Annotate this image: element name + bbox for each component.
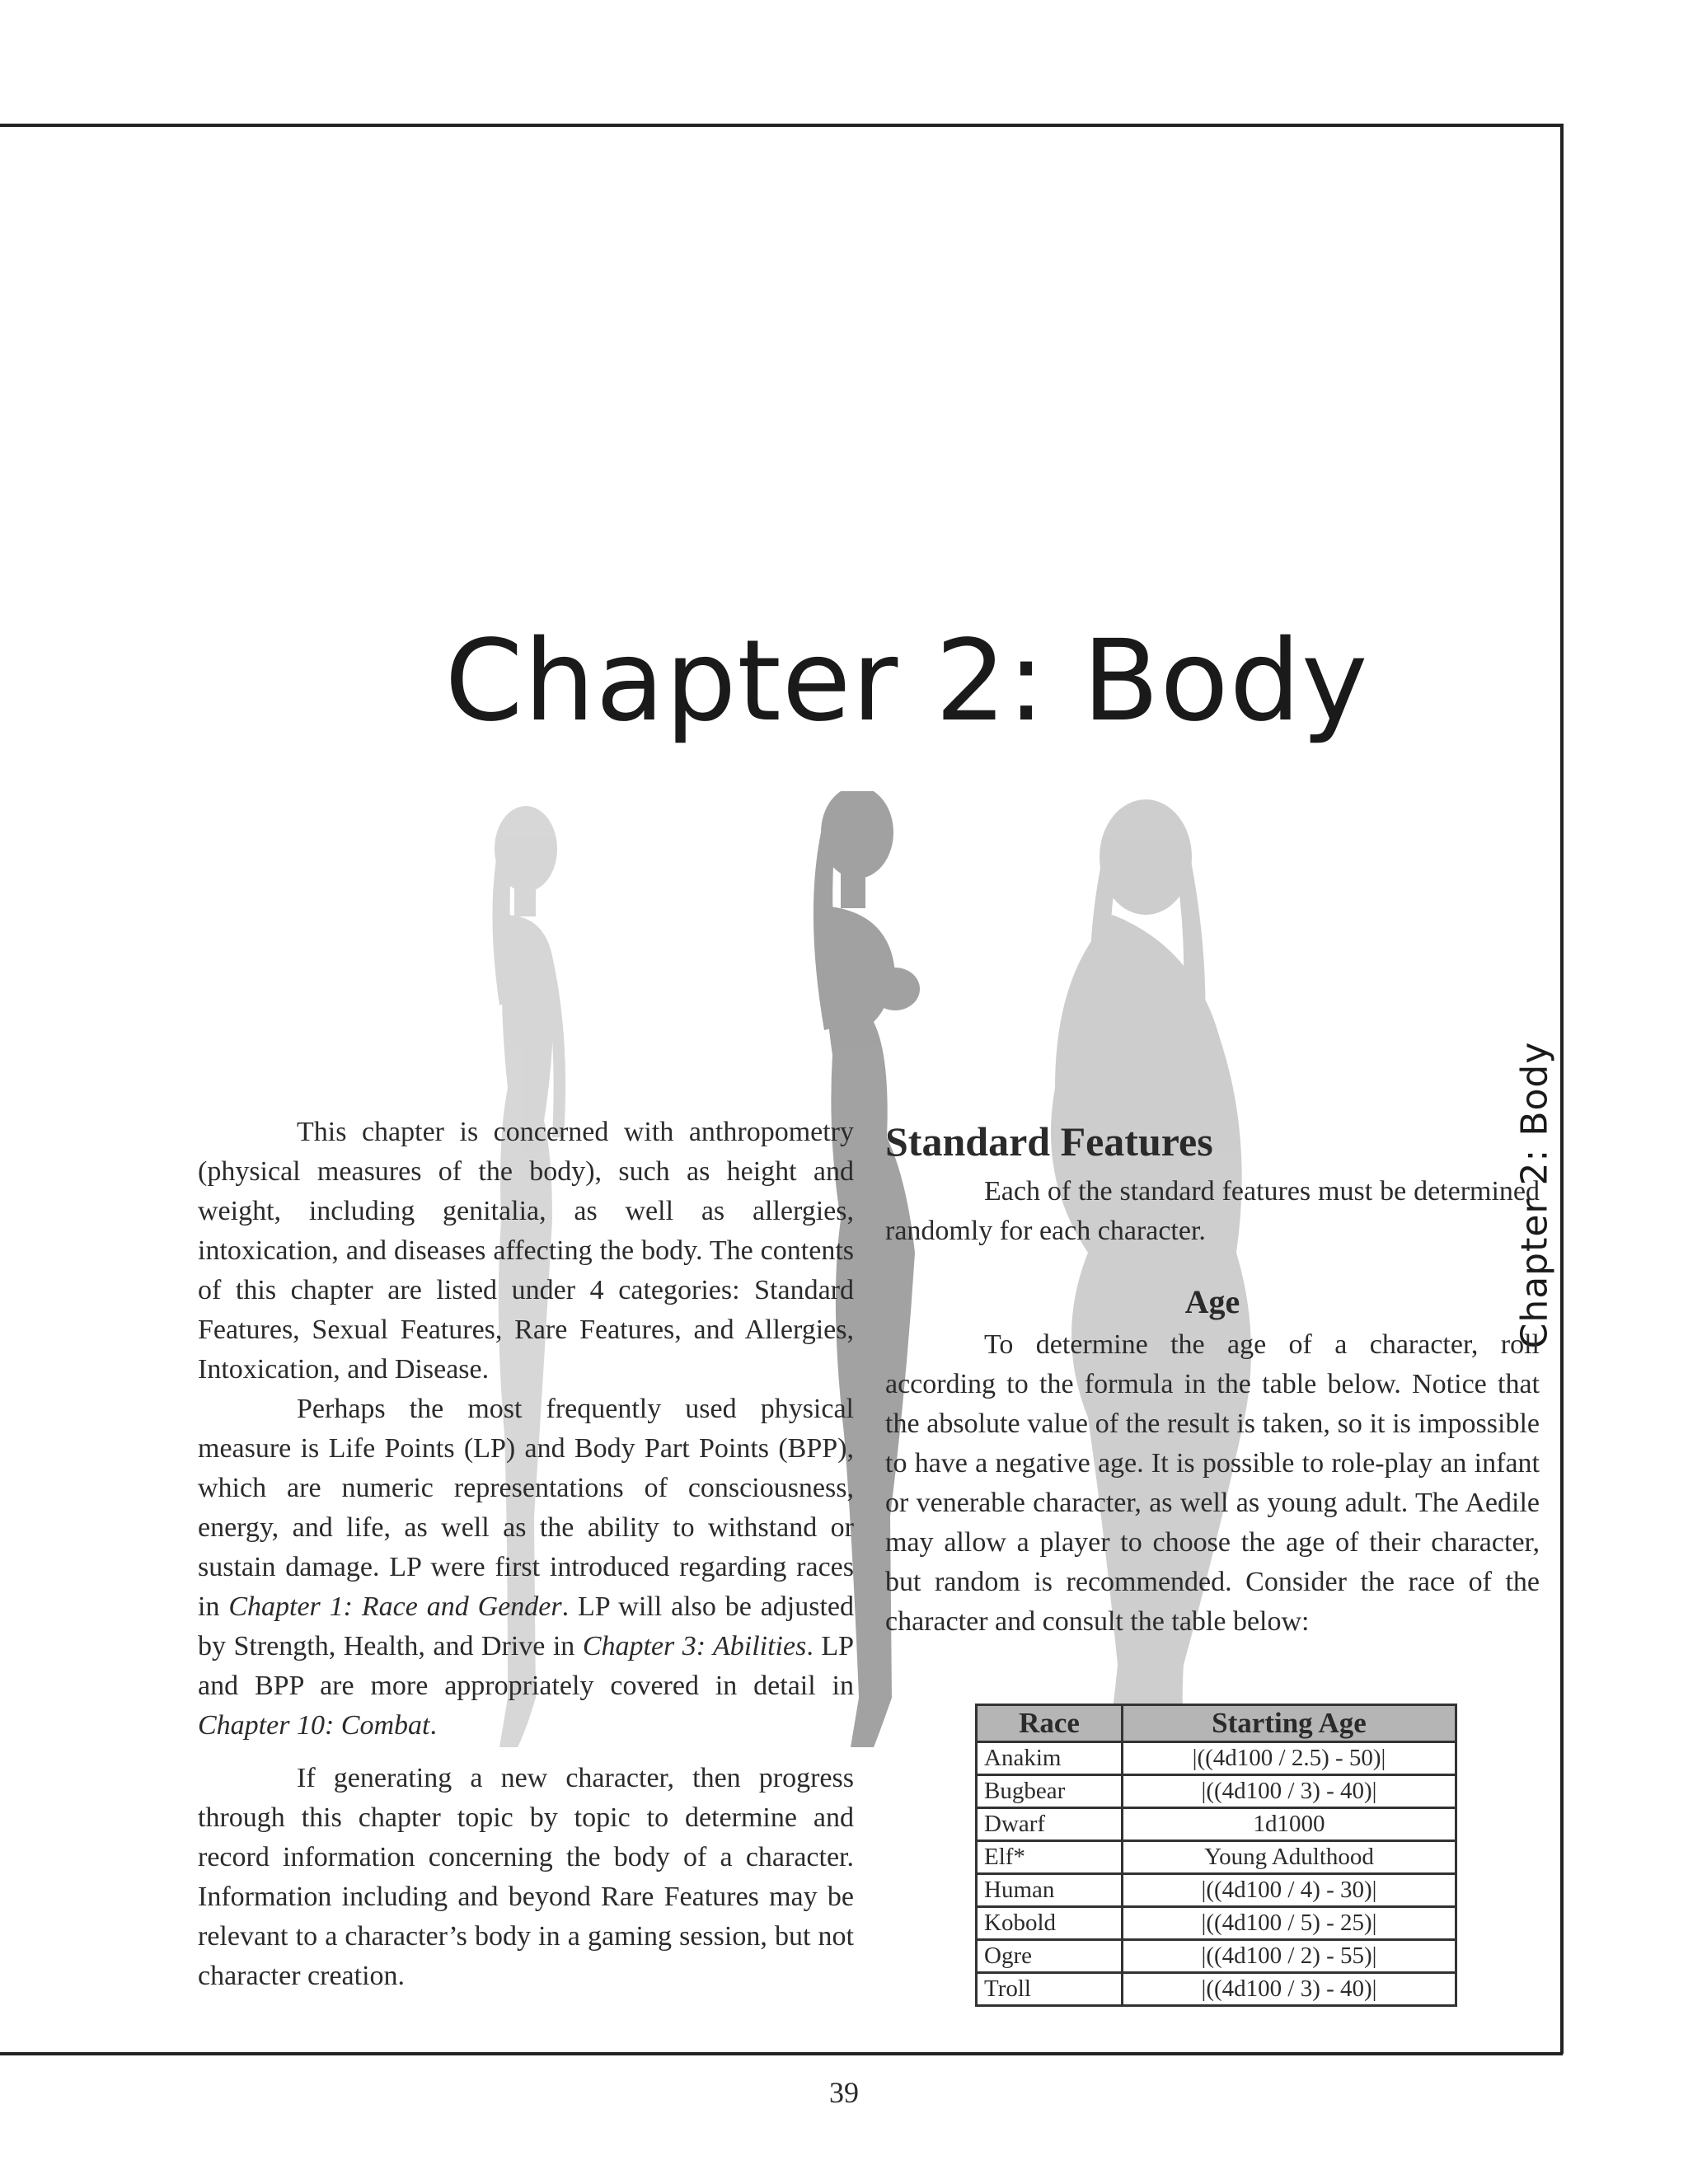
race-cell: Kobold (977, 1907, 1123, 1940)
race-cell: Anakim (977, 1742, 1123, 1775)
page-frame-bottom (0, 2052, 1563, 2055)
age-formula-cell: Young Adulthood (1123, 1841, 1456, 1874)
character-generation-paragraph: If generating a new character, then progress through this chapter topic by topic to determine and record information concerning the body of a character. Information including and beyond Rare Features may be relevant to a character’s body in a gaming session, but not character creation. (198, 1763, 854, 1991)
table-row (977, 1973, 1456, 2006)
age-formula-cell: 1d1000 (1123, 1808, 1456, 1841)
page-frame-top (0, 124, 1563, 127)
page-frame-right (1560, 124, 1564, 2054)
life-points-paragraph (198, 1390, 854, 1746)
chapter-reference: Chapter 3: Abilities (582, 1631, 807, 1661)
race-cell: Ogre (977, 1940, 1123, 1973)
age-formula-cell: |((4d100 / 3) - 40)| (1123, 1973, 1456, 2006)
race-cell: Human (977, 1874, 1123, 1907)
running-side-title: Chapter 2: Body (1513, 1041, 1556, 1349)
race-cell: Troll (977, 1973, 1123, 2006)
age-formula-cell: |((4d100 / 4) - 30)| (1123, 1874, 1456, 1907)
race-cell: Dwarf (977, 1808, 1123, 1841)
column-header: Race (977, 1705, 1123, 1742)
right-column (885, 1113, 1540, 1642)
paragraph-text: . (429, 1710, 437, 1741)
subsection-heading: Age (1184, 1283, 1240, 1320)
table-row (977, 1775, 1456, 1808)
age-formula-cell: |((4d100 / 2.5) - 50)| (1123, 1742, 1456, 1775)
table-row (977, 1808, 1456, 1841)
table-header-row (977, 1705, 1456, 1742)
table-row (977, 1940, 1456, 1973)
chapter-reference: Chapter 1: Race and Gender (228, 1591, 562, 1622)
starting-age-table (975, 1704, 1457, 2007)
table-row (977, 1742, 1456, 1775)
intro-paragraph: This chapter is concerned with anthropometry (physical measures of the body), such as height and weight, including genitalia, as well as allergies, intoxication, and diseases affecting the body. The contents of this chapter are listed under 4 categories: Standard Features, Sexual Features, Rare Features, and Allergies, Intoxication, and Disease. (198, 1117, 854, 1385)
paragraph-text: . LP and BPP are more appropriately covered in detail in (198, 1631, 854, 1701)
race-cell: Elf* (977, 1841, 1123, 1874)
paragraph-text: Perhaps the most frequently used physical measure is Life Points (LP) and Body Part Points (BPP), which are numeric representations of consciousness, energy, and life, as well as the ability to withstand or sustain damage. LP were first introduced regarding races in (198, 1394, 854, 1622)
table-row (977, 1907, 1456, 1940)
paragraph-text: . LP will also be adjusted by Strength, Health, and Drive in (198, 1591, 855, 1661)
left-column (198, 1113, 854, 1996)
chapter-reference: Chapter 10: Combat (198, 1710, 430, 1741)
table-row (977, 1874, 1456, 1907)
page-number: 39 (829, 2076, 859, 2109)
section-heading: Standard Features (885, 1118, 1213, 1165)
table-row (977, 1841, 1456, 1874)
age-formula-cell: |((4d100 / 2) - 55)| (1123, 1940, 1456, 1973)
chapter-title: Chapter 2: Body (444, 616, 1369, 747)
column-header: Starting Age (1123, 1705, 1456, 1742)
age-paragraph: To determine the age of a character, roll according to the formula in the table below. Notice that the absolute value of the result is taken, so it is impossible to have a negative age. It is possible to role-play an infant or venerable character, as well as young adult. The Aedile may allow a player to choose the age of their character, but random is recommended. Consider the race of the character and consult the table below: (885, 1329, 1540, 1637)
age-formula-cell: |((4d100 / 3) - 40)| (1123, 1775, 1456, 1808)
race-cell: Bugbear (977, 1775, 1123, 1808)
standard-features-intro: Each of the standard features must be determined randomly for each character. (885, 1176, 1540, 1246)
age-formula-cell: |((4d100 / 5) - 25)| (1123, 1907, 1456, 1940)
